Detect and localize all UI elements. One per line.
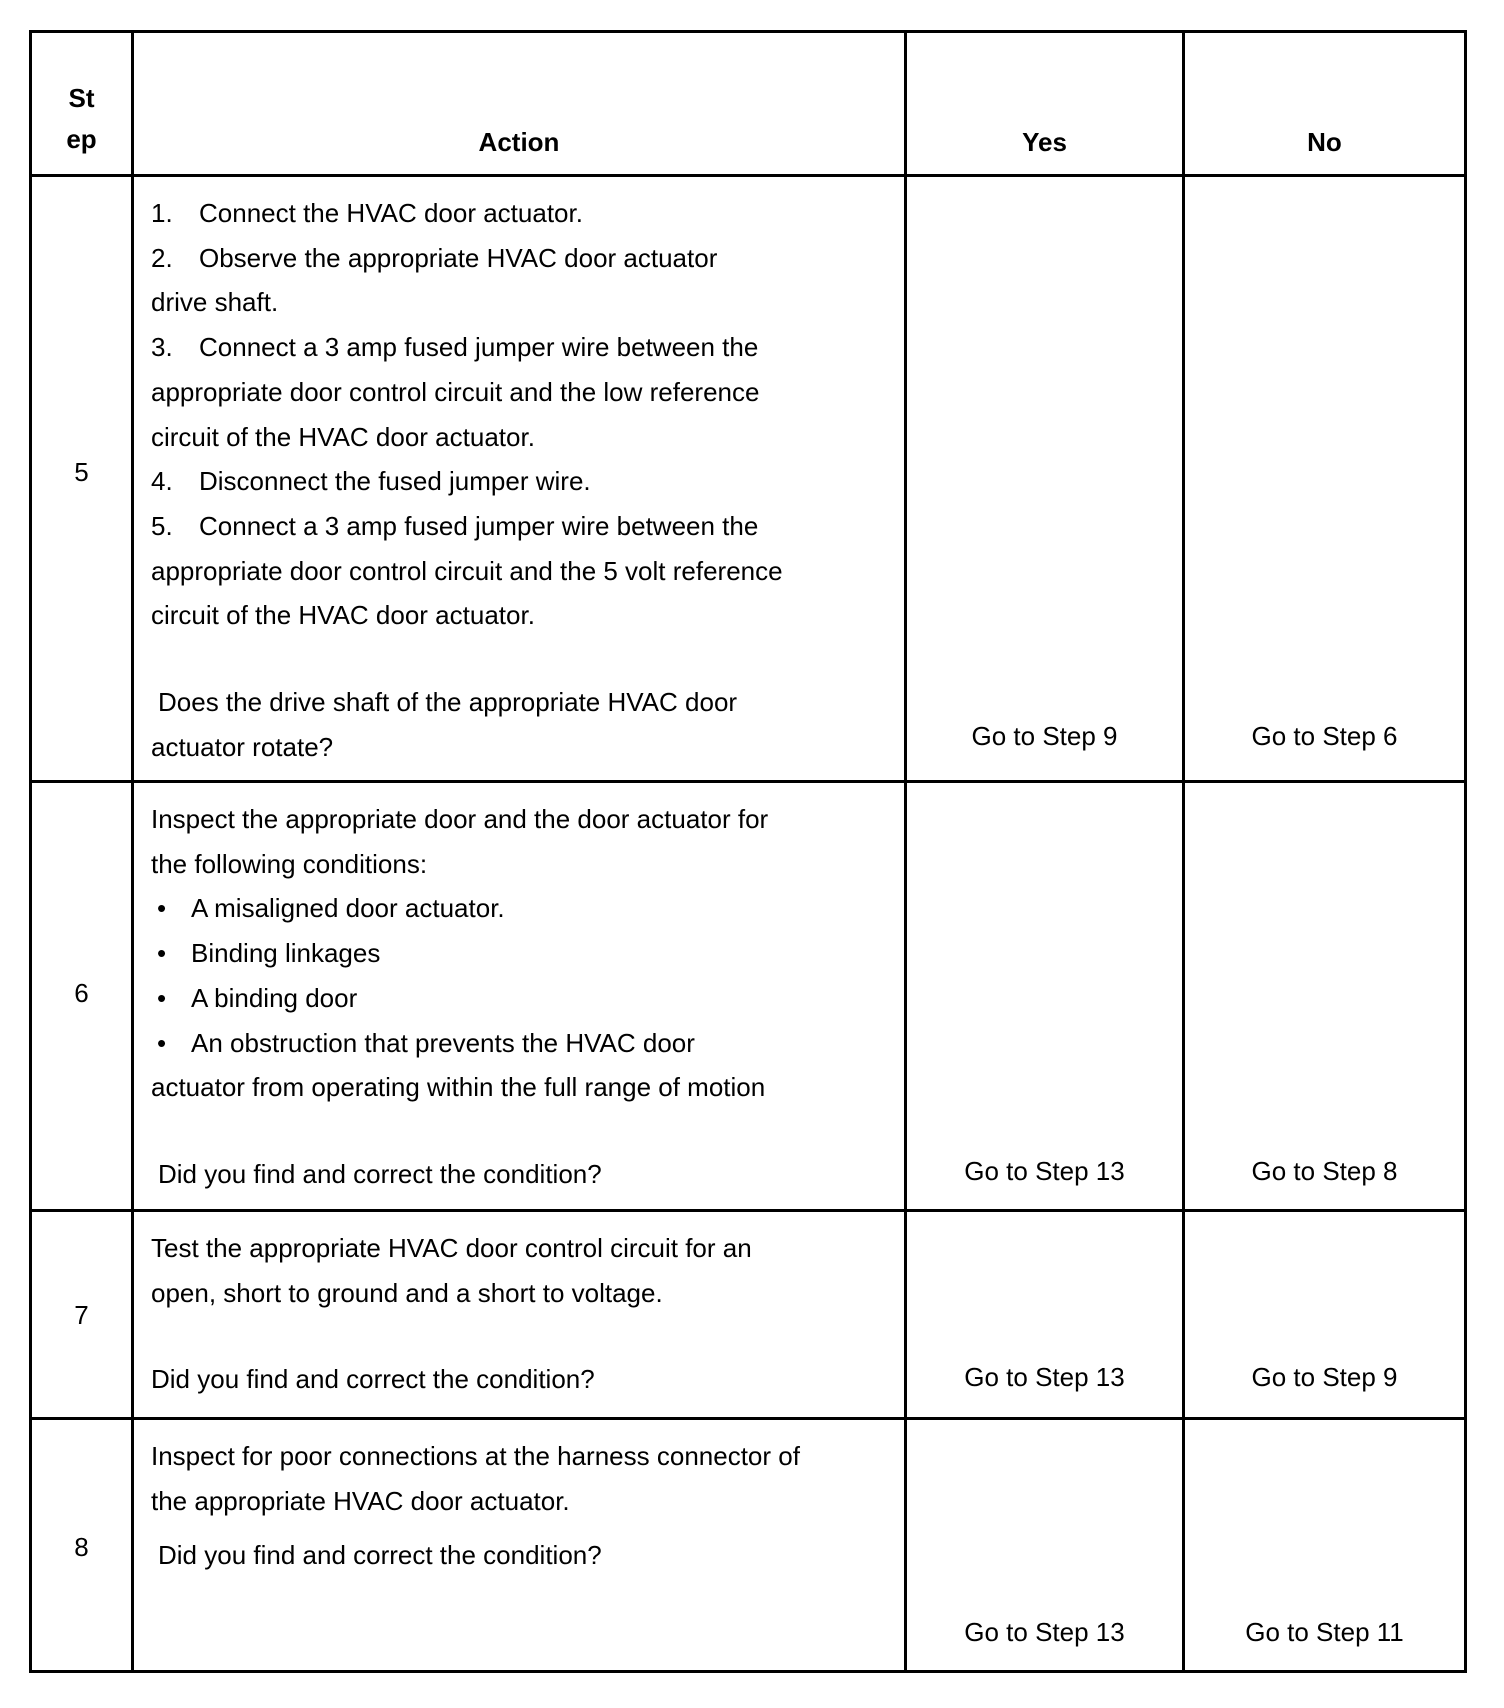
list-item: 1. Connect the HVAC door actuator. — [151, 198, 583, 228]
list-item: • An obstruction that prevents the HVAC door — [157, 1027, 695, 1058]
yes-action: Go to Step 13 — [964, 1156, 1125, 1186]
step-cell — [31, 1211, 133, 1419]
yes-action: Go to Step 13 — [964, 1362, 1125, 1392]
yes-cell — [906, 176, 1184, 782]
step-number: 5 — [74, 457, 89, 487]
action-text: appropriate door control circuit and the 5 volt reference — [151, 555, 783, 586]
list-item: 5. Connect a 3 amp fused jumper wire between the — [151, 510, 759, 541]
table-row — [31, 782, 1466, 1211]
list-item: 3. Connect a 3 amp fused jumper wire between the — [151, 332, 759, 363]
list-item: 4. Disconnect the fused jumper wire. — [151, 466, 591, 497]
action-text: Inspect the appropriate door and the door actuator for — [151, 804, 769, 834]
question-text: actuator rotate? — [151, 731, 334, 762]
action-text: Test the appropriate HVAC door control circuit for an — [151, 1233, 752, 1263]
yes-cell — [906, 782, 1184, 1211]
action-text: drive shaft. — [151, 287, 279, 318]
action-text: appropriate door control circuit and the low reference — [151, 376, 760, 407]
question-text: Did you find and correct the condition? — [158, 1158, 602, 1189]
header-action: Action — [133, 32, 906, 176]
list-item: • Binding linkages — [157, 938, 381, 969]
question-text: Did you find and correct the condition? — [158, 1540, 602, 1571]
no-action: Go to Step 8 — [1251, 1156, 1398, 1186]
step-cell — [31, 1419, 133, 1672]
step-number: 8 — [74, 1532, 89, 1562]
action-text: actuator from operating within the full range of motion — [151, 1072, 766, 1103]
header-no: No — [1184, 32, 1466, 176]
question-text: Did you find and correct the condition? — [151, 1364, 595, 1395]
action-cell — [133, 176, 906, 782]
header-step-line2: ep — [66, 124, 97, 154]
no-cell — [1184, 782, 1466, 1211]
table-row — [31, 176, 1466, 782]
no-cell — [1184, 1419, 1466, 1672]
step-number: 7 — [74, 1300, 89, 1330]
list-item: • A misaligned door actuator. — [157, 893, 505, 924]
table-row — [31, 1419, 1466, 1672]
action-text: circuit of the HVAC door actuator. — [151, 421, 535, 452]
header-step-line1: St — [68, 83, 95, 113]
yes-action: Go to Step 9 — [971, 721, 1118, 751]
step-number: 6 — [74, 978, 89, 1008]
list-item: 2. Observe the appropriate HVAC door actuator — [151, 242, 718, 273]
action-text: the following conditions: — [151, 848, 428, 879]
list-item: • A binding door — [157, 982, 358, 1013]
action-text: circuit of the HVAC door actuator. — [151, 600, 535, 631]
action-cell — [133, 782, 906, 1211]
step-cell — [31, 782, 133, 1211]
header-yes: Yes — [906, 32, 1184, 176]
step-cell — [31, 176, 133, 782]
no-cell — [1184, 1211, 1466, 1419]
action-text: the appropriate HVAC door actuator. — [151, 1485, 570, 1516]
header-step — [31, 32, 133, 176]
diagnostic-table — [29, 30, 1467, 1673]
action-cell — [133, 1419, 906, 1672]
no-action: Go to Step 11 — [1245, 1617, 1404, 1647]
no-action: Go to Step 6 — [1251, 721, 1398, 751]
action-cell — [133, 1211, 906, 1419]
header-row — [31, 32, 1466, 176]
question-text: Does the drive shaft of the appropriate HVAC door — [158, 687, 738, 718]
no-cell — [1184, 176, 1466, 782]
yes-cell — [906, 1419, 1184, 1672]
action-text: Inspect for poor connections at the harness connector of — [151, 1441, 800, 1471]
yes-action: Go to Step 13 — [964, 1617, 1125, 1647]
table-row — [31, 1211, 1466, 1419]
no-action: Go to Step 9 — [1251, 1362, 1398, 1392]
yes-cell — [906, 1211, 1184, 1419]
action-text: open, short to ground and a short to voltage. — [151, 1277, 663, 1308]
